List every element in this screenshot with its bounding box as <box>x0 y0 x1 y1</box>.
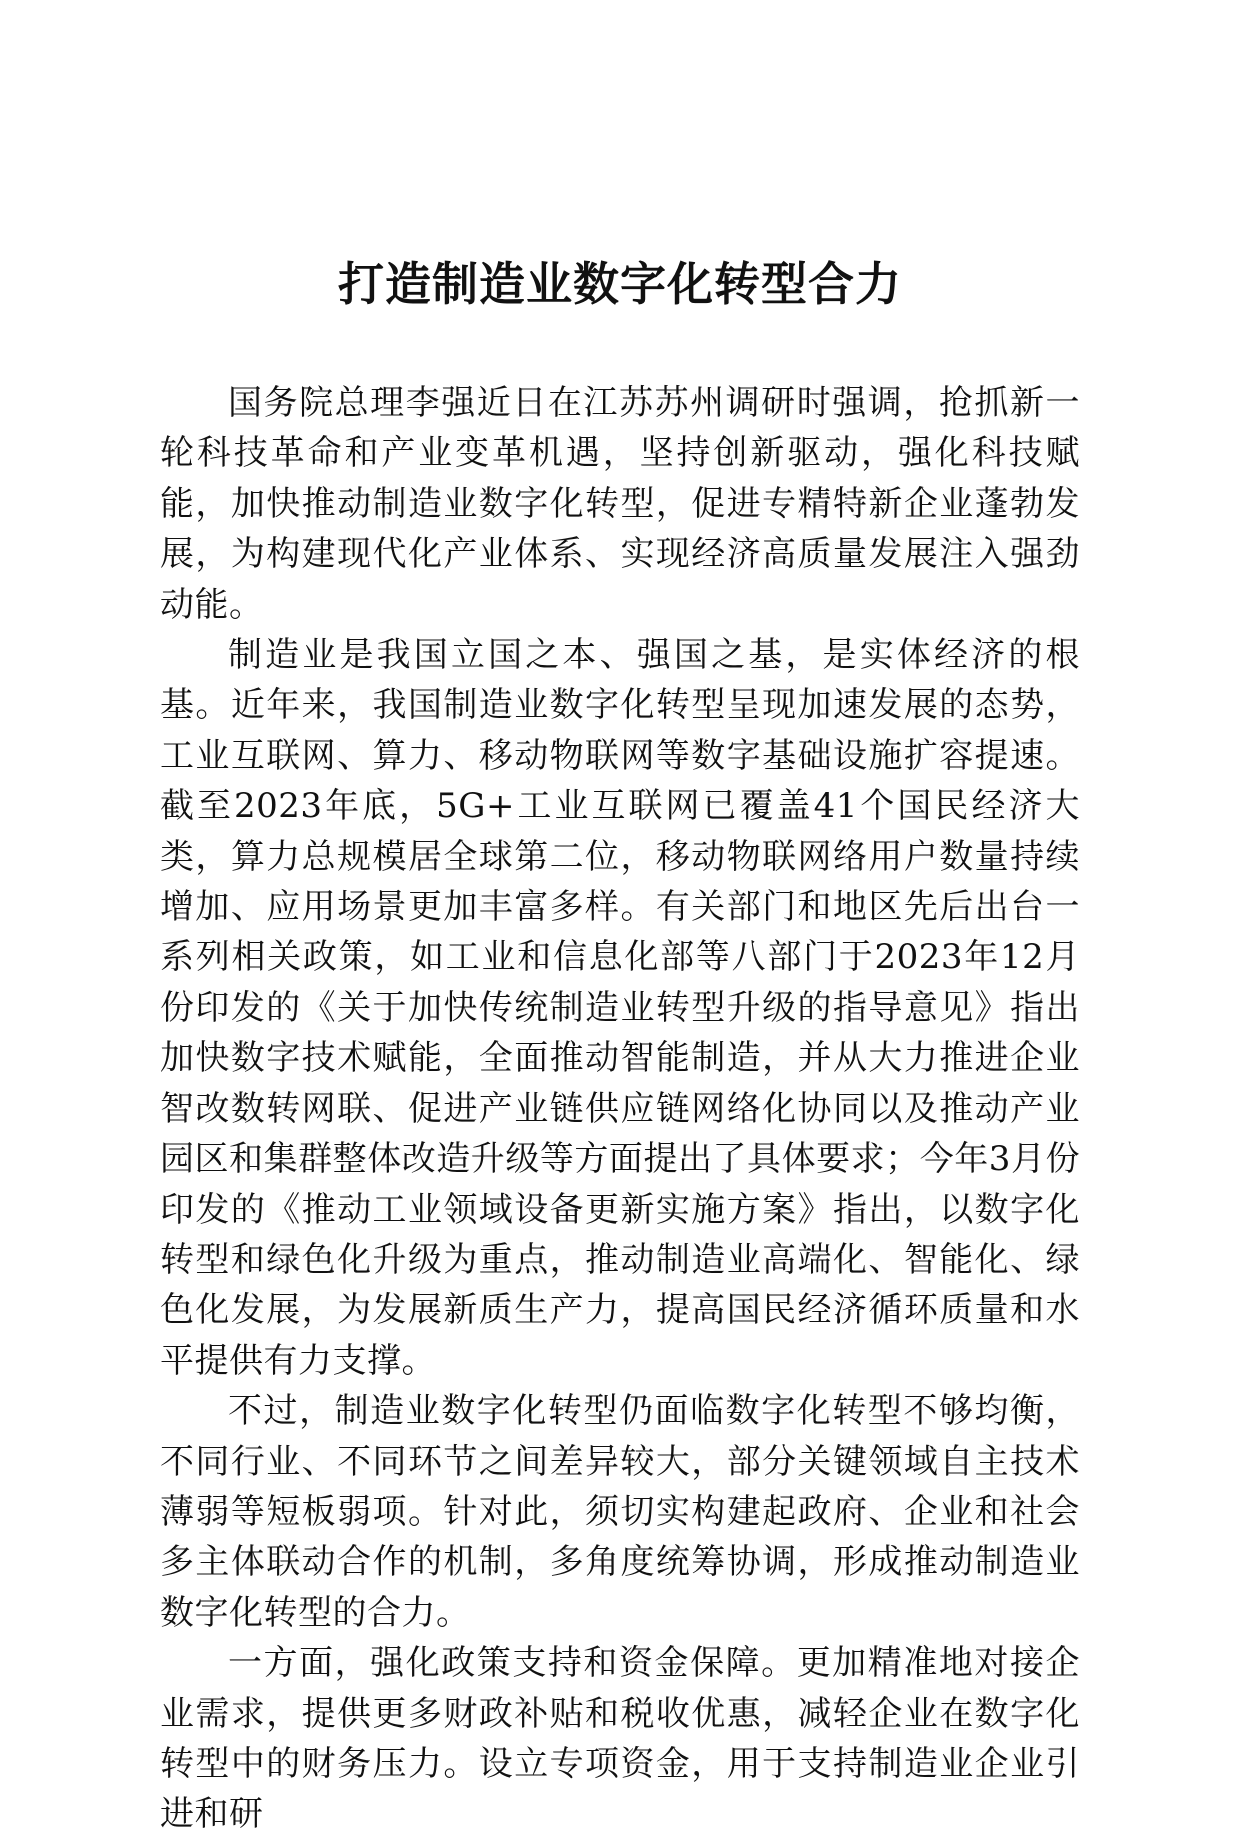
paragraph-4: 一方面，强化政策支持和资金保障。更加精准地对接企业需求，提供更多财政补贴和税收优惠，减轻企业在数字化转型中的财务压力。设立专项资金，用于支持制造业企业引进和研 <box>160 1643 1080 1835</box>
paragraph-2: 制造业是我国立国之本、强国之基，是实体经济的根基。近年来，我国制造业数字化转型呈现加速发展的态势，工业互联网、算力、移动物联网等数字基础设施扩容提速。截至2023年底，5G+工业互联网已覆盖41个国民经济大类，算力总规模居全球第二位，移动物联网络用户数量持续增加、应用场景更加丰富多样。有关部门和地区先后出台一系列相关政策，如工业和信息化部等八部门于2023年12月份印发的《关于加快传统制造业转型升级的指导意见》指出加快数字技术赋能，全面推动智能制造，并从大力推进企业智改数转网联、促进产业链供应链网络化协同以及推动产业园区和集群整体改造升级等方面提出了具体要求；今年3月份印发的《推动工业领域设备更新实施方案》指出，以数字化转型和绿色化升级为重点，推动制造业高端化、智能化、绿色化发展，为发展新质生产力，提高国民经济循环质量和水平提供有力支撑。 <box>160 635 1080 1381</box>
paragraph-1: 国务院总理李强近日在江苏苏州调研时强调，抢抓新一轮科技革命和产业变革机遇，坚持创新驱动，强化科技赋能，加快推动制造业数字化转型，促进专精特新企业蓬勃发展，为构建现代化产业体系、实现经济高质量发展注入强劲动能。 <box>160 383 1080 625</box>
paragraph-3: 不过，制造业数字化转型仍面临数字化转型不够均衡，不同行业、不同环节之间差异较大，部分关键领域自主技术薄弱等短板弱项。针对此，须切实构建起政府、企业和社会多主体联动合作的机制，多角度统筹协调，形成推动制造业数字化转型的合力。 <box>160 1391 1080 1633</box>
article-title: 打造制造业数字化转型合力 <box>338 257 902 311</box>
article-body <box>160 378 1080 1840</box>
